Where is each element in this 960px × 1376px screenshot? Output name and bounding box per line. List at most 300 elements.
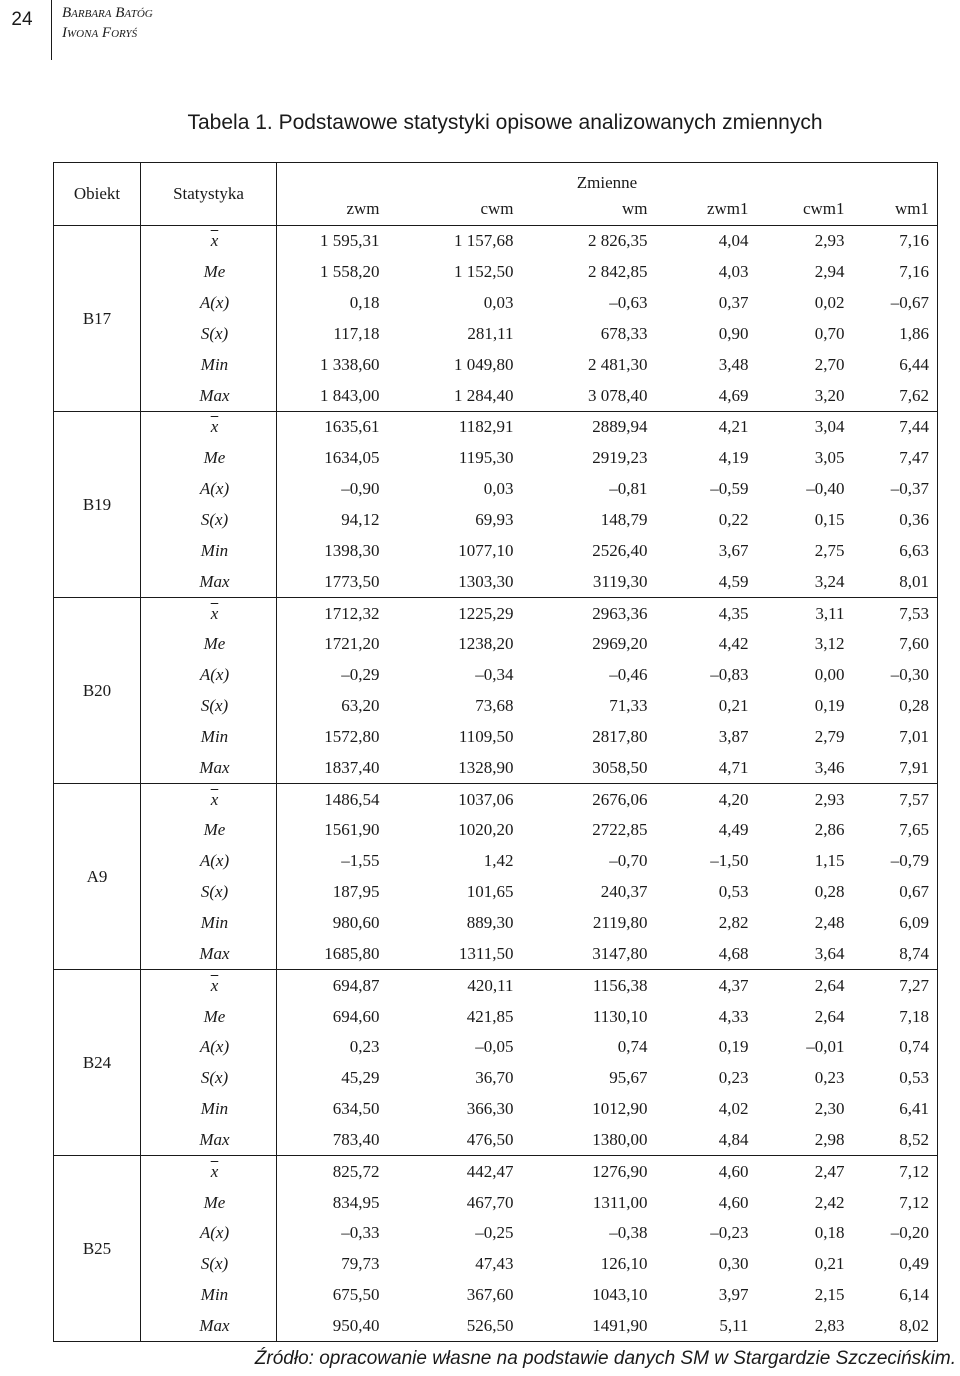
table-cell: –0,05 (475, 1037, 514, 1057)
table-row (54, 443, 938, 474)
table-cell: 0,28 (857, 691, 938, 722)
statistic-label: S(x) (141, 691, 277, 722)
table-cell: 187,95 (332, 882, 380, 902)
table-row (54, 877, 938, 908)
table-cell: 7,12 (857, 1156, 938, 1187)
statistic-label: Max (141, 938, 277, 969)
statistic-label: A(x) (141, 660, 277, 691)
table-cell: 3,20 (761, 380, 857, 411)
statistic-label: S(x) (141, 319, 277, 350)
table-cell: 2722,85 (592, 820, 648, 840)
table-row (54, 815, 938, 846)
table-cell: 2889,94 (592, 417, 648, 437)
table-row (54, 1218, 938, 1249)
statistic-label: Max (141, 752, 277, 783)
table-cell: 1 157,68 (454, 231, 514, 251)
table-cell: 1572,80 (324, 726, 380, 746)
table-cell: 1130,10 (592, 1006, 648, 1026)
statistic-label: S(x) (141, 1063, 277, 1094)
table-cell: 0,53 (857, 1063, 938, 1094)
table-cell: –0,70 (609, 851, 648, 871)
table-cell: 2119,80 (592, 912, 648, 932)
table-cell: 7,65 (857, 815, 938, 846)
statistic-label: Max (141, 1311, 277, 1342)
table-cell: –0,40 (806, 479, 845, 499)
table-cell: 1 558,20 (320, 262, 380, 282)
table-cell: 1 338,60 (320, 354, 380, 374)
table-cell: 4,42 (718, 634, 749, 654)
table-cell: 0,36 (857, 505, 938, 536)
statistic-label: Min (141, 1094, 277, 1125)
table-cell: 2,93 (814, 789, 845, 809)
variable-header: wm1 (857, 193, 938, 226)
table-cell: 4,59 (660, 566, 761, 597)
table-cell: 2,75 (814, 540, 845, 560)
table-row (54, 1156, 938, 1187)
table-cell: 8,02 (857, 1311, 938, 1342)
table-cell: 420,11 (467, 975, 514, 995)
table-caption: Tabela 1. Podstawowe statystyki opisowe analizowanych zmiennych (187, 111, 823, 134)
table-cell: 442,47 (466, 1161, 514, 1181)
table-cell: 675,50 (332, 1285, 380, 1305)
table-cell: 4,21 (718, 417, 749, 437)
table-cell: 3058,50 (526, 752, 660, 783)
statistic-label: $\overline{x}$ (141, 226, 277, 257)
statistic-label: A(x) (141, 846, 277, 877)
table-cell: –0,37 (857, 474, 938, 505)
table-cell: 2963,36 (592, 603, 648, 623)
table-cell: 0,74 (857, 1032, 938, 1063)
table-row (54, 1249, 938, 1280)
column-header-statystyka: Statystyka (141, 163, 277, 226)
table-cell: 367,60 (466, 1285, 514, 1305)
table-cell: 0,21 (814, 1254, 845, 1274)
table-cell: 783,40 (277, 1124, 392, 1155)
table-row (54, 412, 938, 443)
table-cell: 2,79 (814, 726, 845, 746)
table-cell: 0,90 (718, 323, 749, 343)
table-row (54, 288, 938, 319)
table-cell: 6,14 (857, 1280, 938, 1311)
table-cell: 1634,05 (324, 448, 380, 468)
table-cell: 7,60 (857, 629, 938, 660)
table-cell: 148,79 (600, 510, 648, 530)
table-cell: 1328,90 (392, 752, 526, 783)
table-cell: –0,81 (609, 479, 648, 499)
statistic-label: $\overline{x}$ (141, 598, 277, 629)
table-cell: 3,97 (718, 1285, 749, 1305)
statistic-label: A(x) (141, 288, 277, 319)
table-body (54, 226, 938, 1342)
page-header (0, 0, 960, 60)
table-cell: 1398,30 (324, 540, 380, 560)
table-cell: 4,33 (718, 1006, 749, 1026)
table-cell: 1276,90 (592, 1161, 648, 1181)
table-cell: 1486,54 (324, 789, 380, 809)
statistic-label: Me (141, 1187, 277, 1218)
table-cell: 825,72 (332, 1161, 380, 1181)
statistic-label: Max (141, 1124, 277, 1155)
statistic-label: $\overline{x}$ (141, 1156, 277, 1187)
table-cell: 8,52 (857, 1124, 938, 1155)
table-cell: 950,40 (277, 1311, 392, 1342)
table-cell: 3,11 (815, 603, 845, 623)
table-cell: 1109,50 (458, 726, 514, 746)
table-cell: 3,12 (814, 634, 845, 654)
variable-header: cwm1 (761, 193, 857, 226)
table-cell: 1 049,80 (454, 354, 514, 374)
table-cell: 1 284,40 (392, 380, 526, 411)
table-row (54, 1280, 938, 1311)
table-cell: 2969,20 (592, 634, 648, 654)
object-label: B19 (54, 412, 141, 598)
table-row (54, 535, 938, 566)
table-cell: 526,50 (392, 1311, 526, 1342)
table-cell: 95,67 (609, 1068, 648, 1088)
statistic-label: Min (141, 722, 277, 753)
table-cell: 4,69 (660, 380, 761, 411)
table-cell: 1156,38 (592, 975, 648, 995)
table-cell: 1225,29 (458, 603, 514, 623)
table-row (54, 1311, 938, 1342)
table-cell: 1773,50 (277, 566, 392, 597)
table-cell: –0,63 (609, 293, 648, 313)
table-cell: 0,19 (814, 696, 845, 716)
statistic-label: A(x) (141, 474, 277, 505)
table-cell: –0,90 (341, 479, 380, 499)
table-cell: 4,04 (718, 231, 749, 251)
table-cell: 634,50 (332, 1099, 380, 1119)
table-cell: 1,42 (483, 851, 514, 871)
statistic-label: Min (141, 908, 277, 939)
table-cell: 0,21 (718, 696, 749, 716)
table-row (54, 1001, 938, 1032)
table-cell: 8,01 (857, 566, 938, 597)
table-cell: 1303,30 (392, 566, 526, 597)
table-cell: 45,29 (341, 1068, 380, 1088)
table-cell: 8,74 (857, 938, 938, 969)
table-cell: –0,30 (857, 660, 938, 691)
statistic-label: S(x) (141, 877, 277, 908)
table-cell: 281,11 (467, 323, 514, 343)
table-row (54, 257, 938, 288)
variable-header: wm (526, 193, 660, 226)
table-cell: 0,23 (814, 1068, 845, 1088)
table-cell: 4,03 (718, 262, 749, 282)
table-cell: 101,65 (466, 882, 514, 902)
table-cell: 7,91 (857, 752, 938, 783)
table-cell: 0,19 (718, 1037, 749, 1057)
table-cell: 421,85 (466, 1006, 514, 1026)
table-row (54, 908, 938, 939)
table-cell: 1 595,31 (320, 231, 380, 251)
table-cell: 2,42 (814, 1192, 845, 1212)
header-divider (51, 0, 52, 60)
table-cell: 0,02 (814, 293, 845, 313)
table-cell: 7,12 (857, 1187, 938, 1218)
table-cell: 7,27 (857, 970, 938, 1001)
table-cell: 1685,80 (277, 938, 392, 969)
table-cell: 4,19 (718, 448, 749, 468)
table-row (54, 598, 938, 629)
table-cell: 1311,00 (592, 1192, 648, 1212)
table-row (54, 722, 938, 753)
object-label: B24 (54, 970, 141, 1156)
table-cell: 1,86 (857, 319, 938, 350)
table-row (54, 938, 938, 969)
table-cell: 1635,61 (324, 417, 380, 437)
table-cell: 71,33 (609, 696, 648, 716)
table-cell: 63,20 (341, 696, 380, 716)
table-cell: 4,35 (718, 603, 749, 623)
table-cell: 678,33 (600, 323, 648, 343)
object-label: A9 (54, 784, 141, 970)
table-cell: 1837,40 (277, 752, 392, 783)
table-cell: –1,50 (710, 851, 749, 871)
table-cell: 2,82 (718, 912, 749, 932)
table-cell: 694,87 (332, 975, 380, 995)
table-row (54, 505, 938, 536)
table-row (54, 1187, 938, 1218)
object-label: B25 (54, 1156, 141, 1342)
table-cell: 6,44 (857, 349, 938, 380)
statistic-label: Max (141, 566, 277, 597)
table-cell: –1,55 (341, 851, 380, 871)
table-cell: 2,30 (814, 1099, 845, 1119)
table-cell: –0,59 (710, 479, 749, 499)
table-cell: 2919,23 (592, 448, 648, 468)
table-cell: 0,18 (814, 1223, 845, 1243)
table-cell: 1380,00 (526, 1124, 660, 1155)
page-number: 24 (11, 9, 33, 30)
table-cell: –0,79 (857, 846, 938, 877)
table-cell: 2,64 (814, 975, 845, 995)
statistic-label: A(x) (141, 1032, 277, 1063)
table-row (54, 660, 938, 691)
statistic-label: Me (141, 257, 277, 288)
table-cell: –0,83 (710, 665, 749, 685)
table-cell: 7,44 (857, 412, 938, 443)
table-cell: 3,46 (761, 752, 857, 783)
table-cell: 0,23 (349, 1037, 380, 1057)
table-cell: 1311,50 (392, 938, 526, 969)
table-cell: 73,68 (475, 696, 514, 716)
table-cell: 7,57 (857, 784, 938, 815)
table-cell: 4,71 (660, 752, 761, 783)
table-cell: 1712,32 (324, 603, 380, 623)
table-cell: 3,48 (718, 354, 749, 374)
table-cell: 2,98 (761, 1124, 857, 1155)
table-cell: 0,53 (718, 882, 749, 902)
column-header-zmienne: Zmienne (277, 163, 938, 194)
table-row (54, 846, 938, 877)
table-cell: 1 843,00 (277, 380, 392, 411)
table-cell: –0,38 (609, 1223, 648, 1243)
table-cell: 1043,10 (592, 1285, 648, 1305)
table-cell: 2,83 (761, 1311, 857, 1342)
table-cell: 1077,10 (458, 540, 514, 560)
table-cell: 0,00 (814, 665, 845, 685)
variable-header: zwm (277, 193, 392, 226)
table-cell: 1037,06 (458, 789, 514, 809)
table-cell: –0,20 (857, 1218, 938, 1249)
table-cell: 0,03 (483, 293, 514, 313)
header-row-1 (54, 163, 938, 194)
table-cell: 47,43 (475, 1254, 514, 1274)
statistic-label: $\overline{x}$ (141, 784, 277, 815)
table-cell: 980,60 (332, 912, 380, 932)
table-row (54, 1032, 938, 1063)
table-cell: 0,70 (814, 323, 845, 343)
table-cell: –0,67 (857, 288, 938, 319)
table-row (54, 970, 938, 1001)
table-cell: –0,23 (710, 1223, 749, 1243)
statistic-label: Min (141, 1280, 277, 1311)
table-cell: 2 826,35 (588, 231, 648, 251)
table-cell: 5,11 (660, 1311, 761, 1342)
statistic-label: Me (141, 629, 277, 660)
table-cell: 7,01 (857, 722, 938, 753)
table-cell: 1 152,50 (454, 262, 514, 282)
table-cell: 3,67 (718, 540, 749, 560)
author-1: Barbara Batóg (62, 5, 153, 21)
table-cell: 0,30 (718, 1254, 749, 1274)
table-cell: 2,47 (814, 1161, 845, 1181)
table-cell: 1195,30 (458, 448, 514, 468)
variable-header: zwm1 (660, 193, 761, 226)
column-header-obiekt: Obiekt (54, 163, 141, 226)
table-cell: 1020,20 (458, 820, 514, 840)
table-cell: 1182,91 (458, 417, 514, 437)
table-cell: 476,50 (392, 1124, 526, 1155)
table-cell: 3,64 (761, 938, 857, 969)
table-cell: 2 481,30 (588, 354, 648, 374)
table-row (54, 380, 938, 411)
table-cell: 4,37 (718, 975, 749, 995)
table-cell: 36,70 (475, 1068, 514, 1088)
author-2: Iwona Foryś (62, 25, 138, 41)
table-row (54, 474, 938, 505)
table-row (54, 752, 938, 783)
table-cell: 3147,80 (526, 938, 660, 969)
statistic-label: Me (141, 1001, 277, 1032)
table-row (54, 629, 938, 660)
table-cell: 4,68 (660, 938, 761, 969)
table-row (54, 691, 938, 722)
table-cell: –0,01 (806, 1037, 845, 1057)
statistic-label: $\overline{x}$ (141, 970, 277, 1001)
table-cell: 2,70 (814, 354, 845, 374)
table-cell: 69,93 (475, 510, 514, 530)
table-row (54, 784, 938, 815)
table-cell: 834,95 (332, 1192, 380, 1212)
table-cell: 889,30 (466, 912, 514, 932)
variable-header: cwm (392, 193, 526, 226)
table-cell: 0,67 (857, 877, 938, 908)
table-cell: 1,15 (814, 851, 845, 871)
table-cell: 3,04 (814, 417, 845, 437)
table-cell: 2,48 (814, 912, 845, 932)
statistic-label: S(x) (141, 505, 277, 536)
table-cell: 0,28 (814, 882, 845, 902)
table-cell: 2,94 (814, 262, 845, 282)
table-cell: 2,93 (814, 231, 845, 251)
table-row (54, 1063, 938, 1094)
table-cell: 2,64 (814, 1006, 845, 1026)
table-cell: 0,18 (349, 293, 380, 313)
source-note: Źródło: opracowanie własne na podstawie danych SM w Stargardzie Szczecińskim. (254, 1348, 956, 1369)
table-cell: 1012,90 (592, 1099, 648, 1119)
table-cell: 240,37 (600, 882, 648, 902)
table-cell: 0,15 (814, 510, 845, 530)
table-cell: 4,20 (718, 789, 749, 809)
running-head-authors (62, 3, 153, 43)
table-cell: –0,33 (341, 1223, 380, 1243)
table-cell: 117,18 (333, 323, 380, 343)
table-row (54, 566, 938, 597)
table-cell: 4,60 (718, 1192, 749, 1212)
table-cell: 3119,30 (526, 566, 660, 597)
table-cell: 694,60 (332, 1006, 380, 1026)
table-cell: 4,49 (718, 820, 749, 840)
statistic-label: $\overline{x}$ (141, 412, 277, 443)
table-cell: 3,87 (718, 726, 749, 746)
table-cell: 1721,20 (324, 634, 380, 654)
table-cell: 4,60 (718, 1161, 749, 1181)
table-cell: 6,63 (857, 535, 938, 566)
table-row (54, 349, 938, 380)
table-cell: 0,22 (718, 510, 749, 530)
statistic-label: Min (141, 535, 277, 566)
object-label: B17 (54, 226, 141, 412)
table-cell: 1491,90 (526, 1311, 660, 1342)
table-cell: 2526,40 (592, 540, 648, 560)
table-cell: 7,18 (857, 1001, 938, 1032)
table-cell: 2676,06 (592, 789, 648, 809)
table-cell: 3,05 (814, 448, 845, 468)
statistics-table (53, 162, 938, 1342)
table-cell: 0,74 (617, 1037, 648, 1057)
table-row (54, 319, 938, 350)
table-cell: 0,23 (718, 1068, 749, 1088)
table-cell: –0,25 (475, 1223, 514, 1243)
object-label: B20 (54, 598, 141, 784)
table-cell: 7,62 (857, 380, 938, 411)
table-cell: –0,46 (609, 665, 648, 685)
table-cell: 0,49 (857, 1249, 938, 1280)
table-cell: 6,41 (857, 1094, 938, 1125)
statistic-label: S(x) (141, 1249, 277, 1280)
table-row (54, 1094, 938, 1125)
table-cell: 0,37 (718, 293, 749, 313)
table-cell: 7,16 (857, 257, 938, 288)
statistic-label: A(x) (141, 1218, 277, 1249)
table-cell: 79,73 (341, 1254, 380, 1274)
table-cell: 366,30 (466, 1099, 514, 1119)
table-cell: 467,70 (466, 1192, 514, 1212)
table-cell: 3 078,40 (526, 380, 660, 411)
table-cell: 1561,90 (324, 820, 380, 840)
table-cell: 7,53 (857, 598, 938, 629)
table-cell: 0,03 (483, 479, 514, 499)
table-row (54, 226, 938, 257)
statistic-label: Me (141, 815, 277, 846)
table-cell: 126,10 (600, 1254, 648, 1274)
table-cell: 4,84 (660, 1124, 761, 1155)
table-cell: 94,12 (341, 510, 380, 530)
table-row (54, 1124, 938, 1155)
table-cell: 6,09 (857, 908, 938, 939)
